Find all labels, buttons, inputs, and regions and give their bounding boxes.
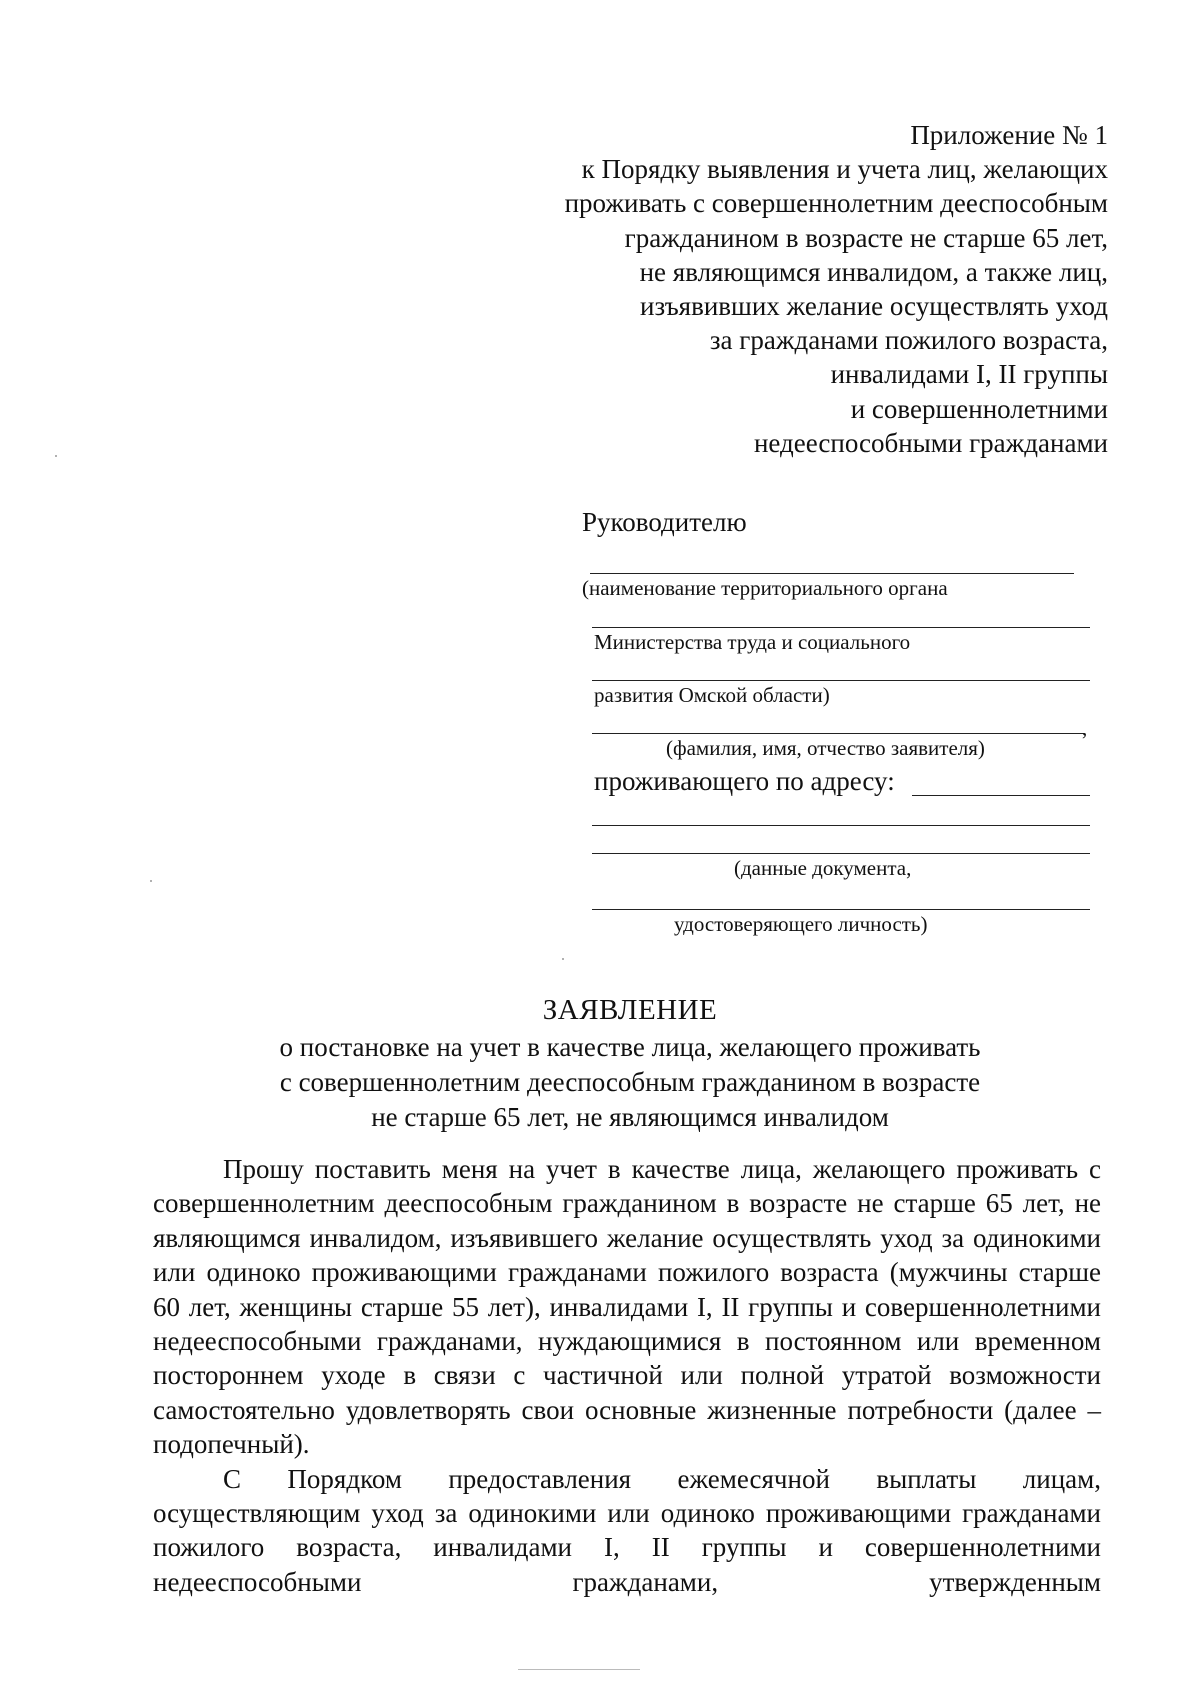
body-paragraph: Прошу поставить меня на учет в качестве лица, желающего проживать с совершеннолетним дееспособным гражданином в возрасте не старше 65 лет, не являющимся инвалидом, изъявившего желание осуществлять уход за одинокими или одиноко проживающими гражданами пожилого возраста (мужчины старше 60 лет, женщины старше 55 лет), инвалидами I, II группы и совершеннолетними недееспособными гражданами, нуждающимися в постоянном или временном постороннем уходе в связи с частичной или полной утратой возможности самостоятельно удовлетворять свои основные жизненные потребности (далее – подопечный). <box>153 1154 1101 1460</box>
title-main: ЗАЯВЛЕНИЕ <box>542 994 718 1026</box>
appendix-line: изъявивших желание осуществлять уход <box>640 291 1108 322</box>
blank-line <box>592 733 1084 734</box>
scan-speck <box>150 880 152 882</box>
org-caption-1: (наименование территориального органа <box>582 576 948 600</box>
appendix-line: недееспособными гражданами <box>753 427 1108 458</box>
addressee-heading: Руководителю <box>582 507 747 537</box>
blank-line <box>592 909 1090 910</box>
appendix-line: к Порядку выявления и учета лиц, желающих <box>581 154 1108 185</box>
doc-caption-1: (данные документа, <box>734 856 912 880</box>
org-caption-2: Министерства труда и социального <box>594 630 911 654</box>
blank-line <box>592 627 1090 628</box>
comma-mark: , <box>1082 716 1088 740</box>
appendix-line: не являющимся инвалидом, а также лиц, <box>639 256 1108 287</box>
address-label: проживающего по адресу: <box>594 766 895 796</box>
appendix-line: за гражданами пожилого возраста, <box>709 325 1108 356</box>
blank-line <box>592 853 1090 854</box>
footer-divider <box>518 1669 640 1670</box>
name-caption: (фамилия, имя, отчество заявителя) <box>666 736 985 760</box>
blank-line <box>592 680 1090 681</box>
blank-line <box>592 825 1090 826</box>
doc-caption-2: удостоверяющего личность) <box>674 912 928 936</box>
appendix-header <box>488 118 1108 460</box>
scan-speck <box>562 958 564 960</box>
title-subtitle: о постановке на учет в качестве лица, желающего проживать <box>279 1032 981 1062</box>
blank-line <box>590 573 1074 574</box>
title-subtitle: не старше 65 лет, не являющимся инвалидом <box>371 1102 889 1132</box>
statement-title <box>0 993 1200 1135</box>
appendix-line: и совершеннолетними <box>850 393 1108 424</box>
org-caption-3: развития Омской области) <box>594 683 830 707</box>
address-blank <box>912 795 1090 796</box>
statement-body <box>153 1152 1101 1599</box>
title-subtitle: с совершеннолетним дееспособным гражданином в возрасте <box>279 1067 981 1097</box>
appendix-line: Приложение № 1 <box>910 120 1108 150</box>
appendix-line: проживать с совершеннолетним дееспособным <box>564 188 1108 219</box>
appendix-line: инвалидами I, II группы <box>830 359 1108 390</box>
scan-speck <box>55 455 57 457</box>
body-paragraph: С Порядком предоставления ежемесячной выплаты лицам, осуществляющим уход за одинокими или одиноко проживающими гражданами пожилого возраста, инвалидами I, II группы и совершеннолетними недееспособными гражданами, утвержденным <box>153 1463 1101 1597</box>
appendix-line: гражданином в возрасте не старше 65 лет, <box>624 222 1108 253</box>
